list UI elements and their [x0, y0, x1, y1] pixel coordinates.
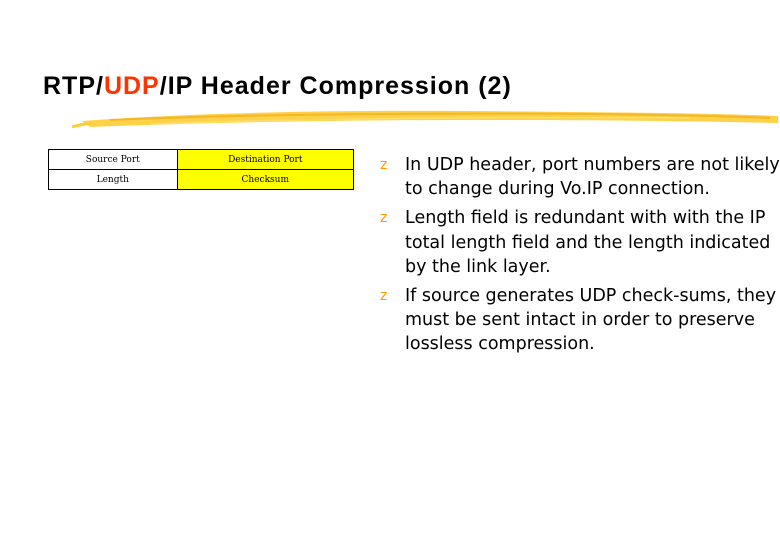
title-part-suffix: /IP Header Compression (2)	[159, 72, 512, 100]
title-part-prefix: RTP/	[43, 72, 104, 100]
bullet-item	[380, 284, 780, 357]
checksum-cell: Checksum	[177, 170, 353, 190]
bullet-text: In UDP header, port numbers are not likely to change during Vo.IP connection.	[405, 155, 780, 200]
destination-port-cell: Destination Port	[177, 150, 353, 170]
table-row	[49, 170, 354, 190]
bullet-marker-icon: z	[380, 288, 388, 305]
title-underline-brush-stroke	[70, 103, 780, 133]
bullet-marker-icon: z	[380, 210, 388, 227]
bullet-list	[380, 153, 780, 362]
source-port-cell: Source Port	[49, 150, 178, 170]
table-row	[49, 150, 354, 170]
udp-header-table	[48, 149, 354, 190]
bullet-item	[380, 206, 780, 279]
bullet-marker-icon: z	[380, 157, 388, 173]
bullet-item	[380, 153, 780, 201]
bullet-text: If source generates UDP check-sums, they must be sent intact in order to preserve lossless compression.	[405, 286, 777, 355]
bullet-text: Length field is redundant with with the IP total length field and the length indicated by the link layer.	[405, 208, 771, 277]
title-part-highlight: UDP	[103, 72, 160, 100]
length-cell: Length	[49, 170, 178, 190]
slide-title	[43, 72, 512, 101]
